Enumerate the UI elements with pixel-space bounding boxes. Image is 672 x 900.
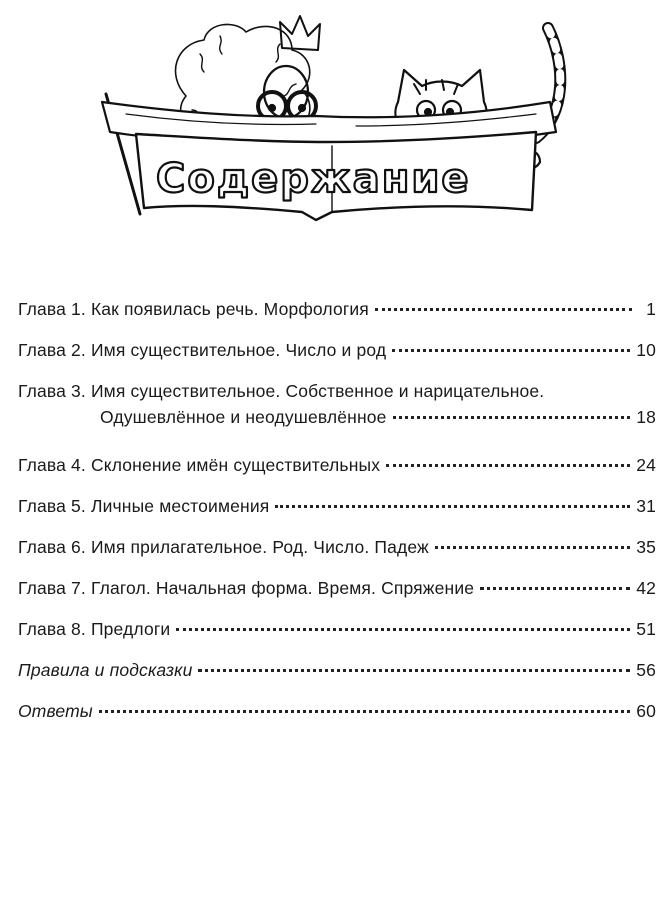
- contents-header-illustration: [96, 14, 586, 224]
- toc-entry-title-continuation: Одушевлённое и неодушевлённое: [100, 407, 387, 427]
- toc-entry-title: Глава 4. Склонение имён существительных: [18, 455, 381, 475]
- dot-leader: [393, 416, 631, 419]
- toc-entry-answers[interactable]: [18, 698, 656, 739]
- toc-entry-page: 24: [636, 455, 656, 475]
- toc-entry-chapter-8[interactable]: [18, 616, 656, 657]
- toc-entry-page: 42: [636, 578, 656, 598]
- toc-entry-chapter-2[interactable]: [18, 337, 656, 378]
- toc-entry-chapter-3[interactable]: [18, 378, 656, 452]
- toc-entry-title: Глава 1. Как появилась речь. Морфология: [18, 299, 369, 319]
- dot-leader: [176, 628, 630, 631]
- toc-entry-chapter-5[interactable]: [18, 493, 656, 534]
- toc-entry-chapter-7[interactable]: [18, 575, 656, 616]
- toc-entry-page: 18: [636, 407, 656, 427]
- toc-entry-page: 56: [636, 660, 656, 680]
- table-of-contents: [18, 296, 656, 739]
- dot-leader: [480, 587, 630, 590]
- toc-entry-title: Глава 5. Личные местоимения: [18, 496, 270, 516]
- toc-entry-title: Глава 8. Предлоги: [18, 619, 171, 639]
- dot-leader: [198, 669, 630, 672]
- toc-entry-page: 1: [646, 299, 656, 319]
- dot-leader: [275, 505, 630, 508]
- toc-entry-page: 31: [636, 496, 656, 516]
- toc-entry-title: Глава 2. Имя существительное. Число и род: [18, 340, 387, 360]
- dot-leader: [99, 710, 630, 713]
- toc-entry-chapter-4[interactable]: [18, 452, 656, 493]
- toc-entry-title: Глава 3. Имя существительное. Собственное и нарицательное.: [18, 381, 545, 401]
- toc-entry-chapter-6[interactable]: [18, 534, 656, 575]
- toc-entry-page: 10: [636, 340, 656, 360]
- dot-leader: [392, 349, 630, 352]
- toc-entry-rules-and-hints[interactable]: [18, 657, 656, 698]
- dot-leader: [386, 464, 630, 467]
- toc-entry-chapter-1[interactable]: [18, 296, 656, 337]
- toc-entry-title: Ответы: [18, 701, 93, 721]
- dot-leader: [375, 308, 632, 311]
- dot-leader: [435, 546, 630, 549]
- toc-entry-page: 60: [636, 701, 656, 721]
- toc-entry-title: Правила и подсказки: [18, 660, 193, 680]
- toc-entry-page: 51: [636, 619, 656, 639]
- toc-entry-title: Глава 6. Имя прилагательное. Род. Число. Падеж: [18, 537, 429, 557]
- toc-entry-title: Глава 7. Глагол. Начальная форма. Время. Спряжение: [18, 578, 475, 598]
- banner-title: Содержание: [156, 156, 471, 202]
- toc-entry-page: 35: [636, 537, 656, 557]
